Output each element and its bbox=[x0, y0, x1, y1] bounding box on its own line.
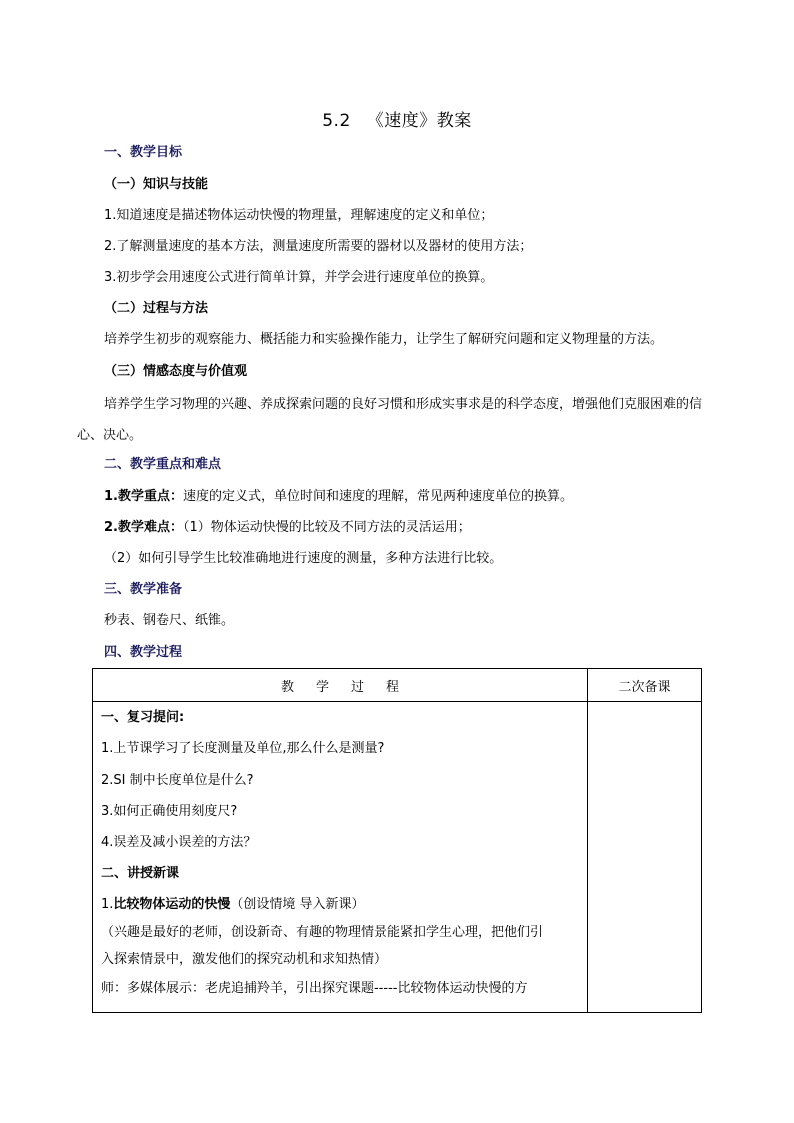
section-heading-key-points: 二、教学重点和难点 bbox=[104, 457, 222, 472]
title-number: 5.2 bbox=[322, 111, 351, 131]
header-second-prep: 二次备课 bbox=[588, 669, 702, 702]
review-item-2: 2.SI 制中长度单位是什么? bbox=[101, 773, 254, 788]
difficulty-line bbox=[104, 518, 471, 538]
key-point-text: 速度的定义式，单位时间和速度的理解，常见两种速度单位的换算。 bbox=[182, 489, 573, 504]
section-heading-preparation: 三、教学准备 bbox=[104, 582, 183, 597]
review-item-3: 3.如何正确使用刻度尺? bbox=[101, 804, 238, 819]
title-text: 《速度》教案 bbox=[366, 111, 472, 131]
process-content-cell bbox=[93, 702, 588, 1013]
review-item-1: 1.上节课学习了长度测量及单位,那么什么是测量? bbox=[101, 741, 385, 756]
new-item-rest: （创设情境 导入新课） bbox=[230, 897, 365, 912]
section-heading-objectives: 一、教学目标 bbox=[104, 145, 183, 160]
review-item-4: 4.误差及减小误差的方法？ bbox=[101, 835, 257, 850]
page-title bbox=[0, 106, 794, 131]
new-lesson-item-1 bbox=[101, 895, 365, 915]
header-teaching-process: 教学过程 bbox=[93, 669, 588, 702]
key-point-line bbox=[104, 487, 573, 507]
review-heading: 一、复习提问: bbox=[101, 710, 185, 725]
teaching-process-table bbox=[92, 668, 702, 1013]
subheading-process: （二）过程与方法 bbox=[104, 301, 209, 316]
difficulty-line-2: （2）如何引导学生比较准确地进行速度的测量，多种方法进行比较。 bbox=[104, 551, 503, 566]
subheading-knowledge: （一）知识与技能 bbox=[104, 177, 209, 192]
key-point-label: 1.教学重点： bbox=[104, 489, 183, 504]
new-item-bold: 比较物体运动的快慢 bbox=[113, 897, 231, 912]
difficulty-label: 2.教学难点： bbox=[104, 520, 183, 535]
objective-item-1: 1.知道速度是描述物体运动快慢的物理量，理解速度的定义和单位； bbox=[104, 208, 494, 223]
new-item-number: 1. bbox=[101, 897, 114, 912]
new-lesson-heading: 二、讲授新课 bbox=[101, 866, 180, 881]
table-body-row bbox=[93, 702, 702, 1013]
interest-paragraph: （兴趣是最好的老师，创设新奇、有趣的物理情景能紧扣学生心理，把他们引 bbox=[101, 925, 544, 940]
interest-paragraph-cont: 入探索情景中，激发他们的探究动机和求知热情） bbox=[101, 952, 388, 967]
subheading-attitude: （三）情感态度与价值观 bbox=[104, 364, 248, 379]
difficulty-text: （1）物体运动快慢的比较及不同方法的灵活运用； bbox=[182, 520, 471, 535]
process-paragraph: 培养学生初步的观察能力、概括能力和实验操作能力，让学生了解研究问题和定义物理量的方法。 bbox=[104, 332, 664, 347]
table-header-row bbox=[93, 669, 702, 702]
second-prep-cell bbox=[588, 702, 702, 1013]
objective-item-3: 3.初步学会用速度公式进行简单计算，并学会进行速度单位的换算。 bbox=[104, 270, 494, 285]
preparation-text: 秒表、钢卷尺、纸锥。 bbox=[104, 613, 235, 628]
section-heading-process: 四、教学过程 bbox=[104, 645, 183, 660]
attitude-paragraph: 培养学生学习物理的兴趣、养成探索问题的良好习惯和形成实事求是的科学态度，增强他们克服困难的信心、决心。 bbox=[77, 397, 703, 443]
objective-item-2: 2.了解测量速度的基本方法，测量速度所需要的器材以及器材的使用方法； bbox=[104, 239, 533, 254]
teacher-paragraph: 师：多媒体展示：老虎追捕羚羊，引出探究课题-----比较物体运动快慢的方 bbox=[101, 981, 528, 996]
